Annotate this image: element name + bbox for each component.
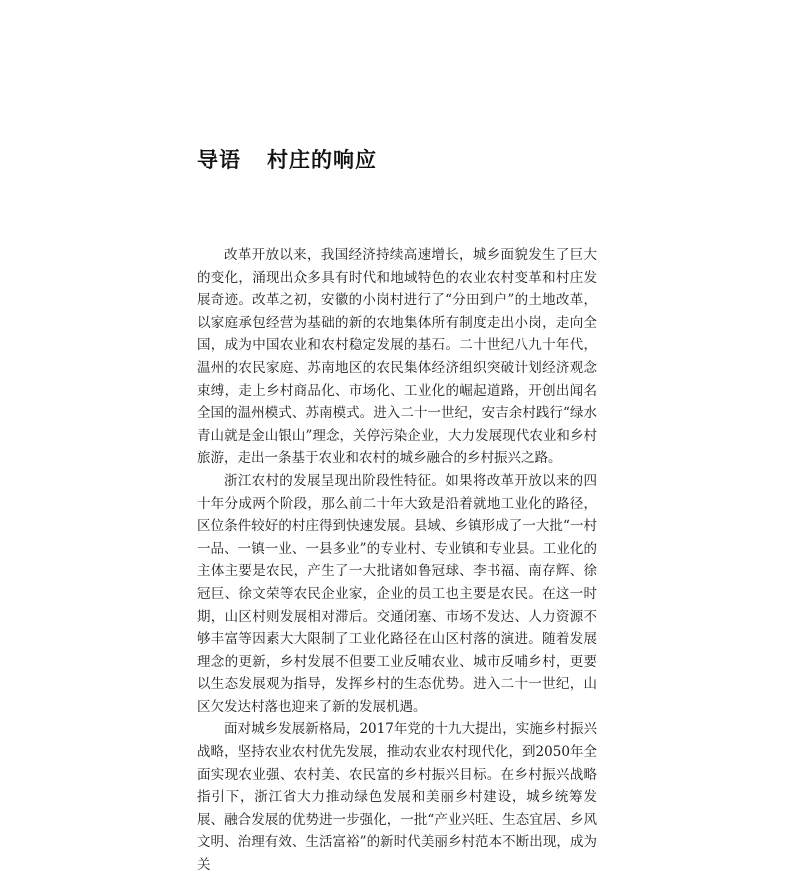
chapter-title <box>197 146 377 174</box>
paragraph-2: 浙江农村的发展呈现出阶段性特征。如果将改革开放以来的四十年分成两个阶段，那么前二十年大致是沿着就地工业化的路径，区位条件较好的村庄得到快速发展。县域、乡镇形成了一大批“一村一品、一镇一业、一县多业”的专业村、专业镇和专业县。工业化的主体主要是农民，产生了一大批诸如鲁冠球、李书福、南存辉、徐冠巨、徐文荣等农民企业家，企业的员工也主要是农民。在这一时期，山区村则发展相对滞后。交通闭塞、市场不发达、人力资源不够丰富等因素大大限制了工业化路径在山区村落的演进。随着发展理念的更新，乡村发展不但要工业反哺农业、城市反哺乡村，更要以生态发展观为指导，发挥乡村的生态优势。进入二十一世纪，山区欠发达村落也迎来了新的发展机遇。 <box>197 472 597 715</box>
paragraph-3: 面对城乡发展新格局，2017年党的十九大提出，实施乡村振兴战略，坚持农业农村优先发展，推动农业农村现代化，到2050年全面实现农业强、农村美、农民富的乡村振兴目标。在乡村振兴战略指引下，浙江省大力推动绿色发展和美丽乡村建设，城乡统筹发展、融合发展的优势进一步强化，一批“产业兴旺、生态宜居、乡风文明、治理有效、生活富裕”的新时代美丽乡村范本不断出现，成为关 <box>197 721 597 874</box>
chapter-heading: 村庄的响应 <box>267 148 377 172</box>
chapter-label: 导语 <box>197 148 241 172</box>
body-text <box>197 244 597 877</box>
paragraph-1: 改革开放以来，我国经济持续高速增长，城乡面貌发生了巨大的变化，涌现出众多具有时代和地域特色的农业农村变革和村庄发展奇迹。改革之初，安徽的小岗村进行了“分田到户”的土地改革，以家庭承包经营为基础的新的农地集体所有制度走出小岗，走向全国，成为中国农业和农村稳定发展的基石。二十世纪八九十年代，温州的农民家庭、苏南地区的农民集体经济组织突破计划经济观念束缚，走上乡村商品化、市场化、工业化的崛起道路，开创出闻名全国的温州模式、苏南模式。进入二十一世纪，安吉余村践行“绿水青山就是金山银山”理念，关停污染企业，大力发展现代农业和乡村旅游，走出一条基于农业和农村的城乡融合的乡村振兴之路。 <box>197 247 597 467</box>
